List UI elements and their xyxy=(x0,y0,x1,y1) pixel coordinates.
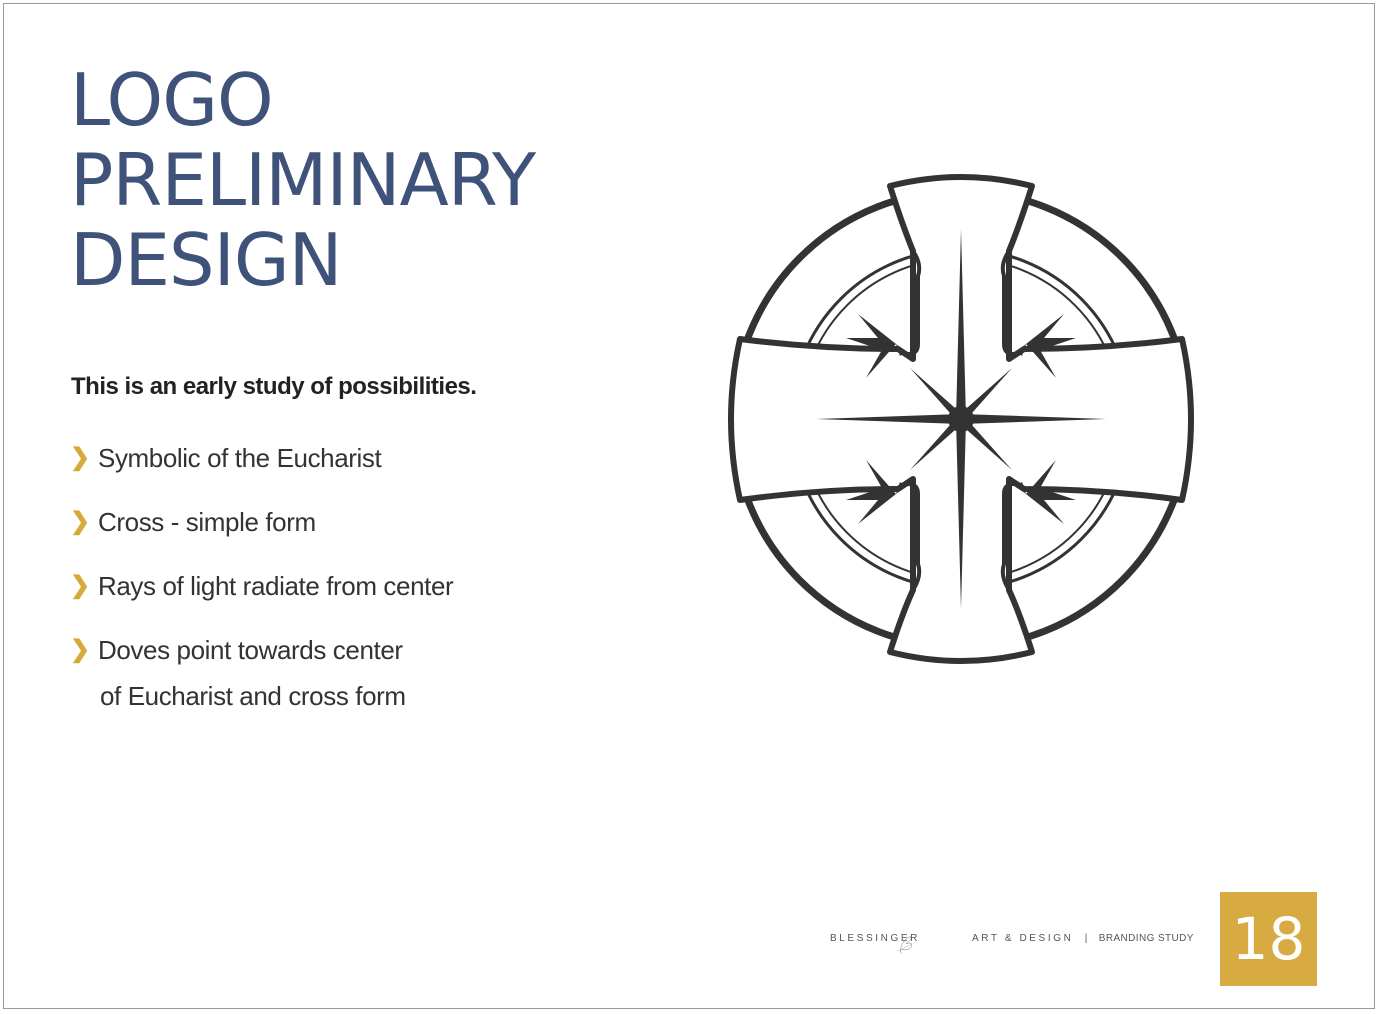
slide-title xyxy=(70,60,535,300)
bullet-text: Doves point towards center xyxy=(98,635,403,665)
bullet-item xyxy=(70,502,453,566)
chevron-right-icon: ❯ xyxy=(70,572,90,599)
chevron-right-icon: ❯ xyxy=(70,508,90,535)
chevron-right-icon: ❯ xyxy=(70,444,90,471)
bullet-item xyxy=(70,566,453,630)
title-line-1: LOGO xyxy=(70,58,273,142)
chevron-right-icon: ❯ xyxy=(70,636,90,663)
blessinger-monogram-icon xyxy=(894,899,984,989)
bullet-item xyxy=(70,438,453,502)
brand-right: ART & DESIGN xyxy=(972,933,1074,944)
bullet-text: Symbolic of the Eucharist xyxy=(98,443,382,473)
bullet-text: Cross - simple form xyxy=(98,507,316,537)
bullet-list xyxy=(70,438,453,716)
separator: | xyxy=(1084,933,1088,944)
footer-brand-right xyxy=(972,933,1194,944)
bullet-text: Rays of light radiate from center xyxy=(98,571,454,601)
intro-text: This is an early study of possibilities. xyxy=(71,373,477,400)
bullet-item xyxy=(70,630,453,716)
title-line-2: PRELIMINARY xyxy=(70,138,536,222)
page-number-badge: 18 xyxy=(1220,892,1317,986)
title-line-3: DESIGN xyxy=(70,218,342,302)
slide-page xyxy=(3,3,1375,1009)
celtic-cross-logo-icon xyxy=(704,174,1204,674)
footer-brand-left: BLESSINGER xyxy=(830,933,920,944)
bullet-text-continuation: of Eucharist and cross form xyxy=(100,681,406,711)
branding-study-label: BRANDING STUDY xyxy=(1098,933,1194,944)
